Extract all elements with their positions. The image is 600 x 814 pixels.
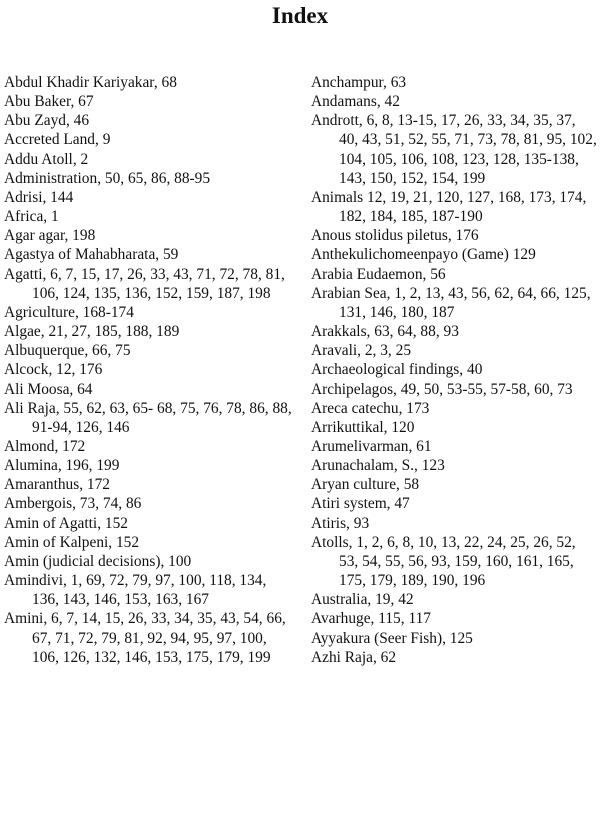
index-entry: Accreted Land, 9 bbox=[4, 131, 111, 149]
index-column-left bbox=[4, 73, 294, 667]
index-entry: Arabia Eudaemon, 56 bbox=[311, 265, 446, 283]
index-entry: Agar agar, 198 bbox=[4, 227, 96, 245]
index-entry: Anchampur, 63 bbox=[311, 74, 407, 91]
index-entry: Areca catechu, 173 bbox=[311, 399, 430, 417]
index-entry: Alumina, 196, 199 bbox=[4, 457, 120, 475]
index-entry: Agastya of Mahabharata, 59 bbox=[4, 246, 179, 264]
index-entry: Africa, 1 bbox=[4, 208, 59, 226]
index-entry: Algae, 21, 27, 185, 188, 189 bbox=[4, 323, 180, 341]
index-entry: Amin of Kalpeni, 152 bbox=[4, 533, 140, 551]
index-entry: Atolls, 1, 2, 6, 8, 10, 13, 22, 24, 25, 26, 52, 53, 54, 55, 56, 93, 159, 160, 161, 165, 175, 179, 189, 190, 196 bbox=[311, 533, 576, 590]
index-entry: Avarhuge, 115, 117 bbox=[311, 610, 431, 628]
index-entry: Administration, 50, 65, 86, 88-95 bbox=[4, 169, 211, 187]
index-entry: Amini, 6, 7, 14, 15, 26, 33, 34, 35, 43, 54, 66, 67, 71, 72, 79, 81, 92, 94, 95, 97, 100, 106, 126, 132, 146, 153, 175, 179, 199 bbox=[4, 610, 286, 666]
index-entry: Azhi Raja, 62 bbox=[311, 648, 397, 666]
index-entry: Atiri system, 47 bbox=[311, 495, 410, 513]
index-entry: Abu Baker, 67 bbox=[4, 93, 94, 111]
index-entry: Abdul Khadir Kariyakar, 68 bbox=[4, 74, 177, 91]
index-entry: Arabian Sea, 1, 2, 13, 43, 56, 62, 64, 66, 125, 131, 146, 180, 187 bbox=[311, 284, 591, 321]
index-entry: Andrott, 6, 8, 13-15, 17, 26, 33, 34, 35, 37, 40, 43, 51, 52, 55, 71, 73, 78, 81, 95, 102, 104, 105, 106, 108, 123, 128, 135-138, 143, 150, 152, 154, 199 bbox=[311, 112, 597, 187]
index-entry: Arumelivarman, 61 bbox=[311, 437, 432, 455]
index-entry: Almond, 172 bbox=[4, 437, 86, 455]
index-entry: Ali Raja, 55, 62, 63, 65- 68, 75, 76, 78, 86, 88, 91-94, 126, 146 bbox=[4, 399, 292, 436]
index-entry: Agriculture, 168-174 bbox=[4, 303, 134, 321]
index-entry: Anous stolidus piletus, 176 bbox=[311, 227, 479, 245]
index-entry: Animals 12, 19, 21, 120, 127, 168, 173, 174, 182, 184, 185, 187-190 bbox=[311, 188, 587, 226]
index-entry: Arunachalam, S., 123 bbox=[311, 457, 445, 475]
index-entry: Australia, 19, 42 bbox=[311, 591, 414, 609]
index-entry: Alcock, 12, 176 bbox=[4, 361, 103, 379]
index-entry: Anthekulichomeenpayo (Game) 129 bbox=[311, 246, 536, 264]
index-entry: Amaranthus, 172 bbox=[4, 476, 111, 494]
index-entry: Archaeological findings, 40 bbox=[311, 361, 483, 379]
index-entry: Ambergois, 73, 74, 86 bbox=[4, 495, 142, 513]
index-entry: Arakkals, 63, 64, 88, 93 bbox=[311, 323, 459, 341]
index-entry: Ali Moosa, 64 bbox=[4, 380, 93, 398]
index-entry: Andamans, 42 bbox=[311, 93, 400, 111]
index-entry: Arrikuttikal, 120 bbox=[311, 418, 415, 436]
index-entry: Atiris, 93 bbox=[311, 514, 370, 532]
index-entry: Addu Atoll, 2 bbox=[4, 150, 89, 168]
index-entry: Adrisi, 144 bbox=[4, 188, 74, 206]
index-entry: Archipelagos, 49, 50, 53-55, 57-58, 60, 73 bbox=[311, 380, 573, 398]
index-entry: Aravali, 2, 3, 25 bbox=[311, 342, 412, 360]
index-entry: Amin (judicial decisions), 100 bbox=[4, 552, 192, 570]
index-entry: Albuquerque, 66, 75 bbox=[4, 342, 131, 360]
index-entry: Ayyakura (Seer Fish), 125 bbox=[311, 629, 473, 647]
index-entry: Amin of Agatti, 152 bbox=[4, 514, 128, 532]
index-entry: Amindivi, 1, 69, 72, 79, 97, 100, 118, 134, 136, 143, 146, 153, 163, 167 bbox=[4, 572, 267, 609]
index-entry: Abu Zayd, 46 bbox=[4, 112, 90, 130]
index-entry: Aryan culture, 58 bbox=[311, 476, 420, 494]
index-entry: Agatti, 6, 7, 15, 17, 26, 33, 43, 71, 72, 78, 81, 106, 124, 135, 136, 152, 159, 187, 198 bbox=[4, 265, 285, 302]
index-column-right bbox=[311, 73, 598, 667]
page-title: Index bbox=[271, 3, 329, 28]
